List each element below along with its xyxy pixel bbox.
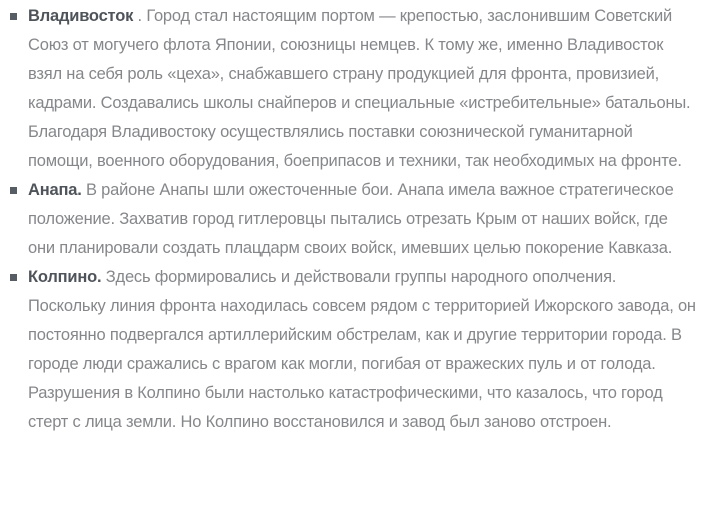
city-name: Владивосток <box>28 7 134 25</box>
city-name: Колпино. <box>28 268 102 286</box>
bullet-square-icon <box>10 13 17 20</box>
bullet-square-icon <box>10 274 17 281</box>
bullet-square-icon <box>10 187 17 194</box>
list-item <box>10 263 696 437</box>
city-name: Анапа. <box>28 181 82 199</box>
city-description: . Город стал настоящим портом — крепостью, заслонившим Советский Союз от могучего флота Японии, союзницы немцев. К тому же, именно Владивосток взял на себя роль «цеха», снабжавшего страну продукцией для фронта, провизией, кадрами. Создавались школы снайперов и специальные «истребительные» батальоны. Благодаря Владивостоку осуществлялись поставки союзнической гуманитарной помощи, военного оборудования, боеприпасов и техники, так необходимых на фронте. <box>28 7 691 170</box>
list-item <box>10 176 696 263</box>
list-item <box>10 2 696 176</box>
city-description: Здесь формировались и действовали группы народного ополчения. Поскольку линия фронта находилась совсем рядом с территорией Ижорского завода, он постоянно подвергался артиллерийским обстрелам, как и другие территории города. В городе люди сражались с врагом как могли, погибая от вражеских пуль и от голода. Разрушения в Колпино были настолько катастрофическими, что казалось, что город стерт с лица земли. Но Колпино восстановился и завод был заново отстроен. <box>28 268 696 431</box>
city-description: В районе Анапы шли ожесточенные бои. Анапа имела важное стратегическое положение. Захватив город гитлеровцы пытались отрезать Крым от наших войск, где они планировали создать плацдарм своих войск, имевших целью покорение Кавказа. <box>28 181 674 257</box>
